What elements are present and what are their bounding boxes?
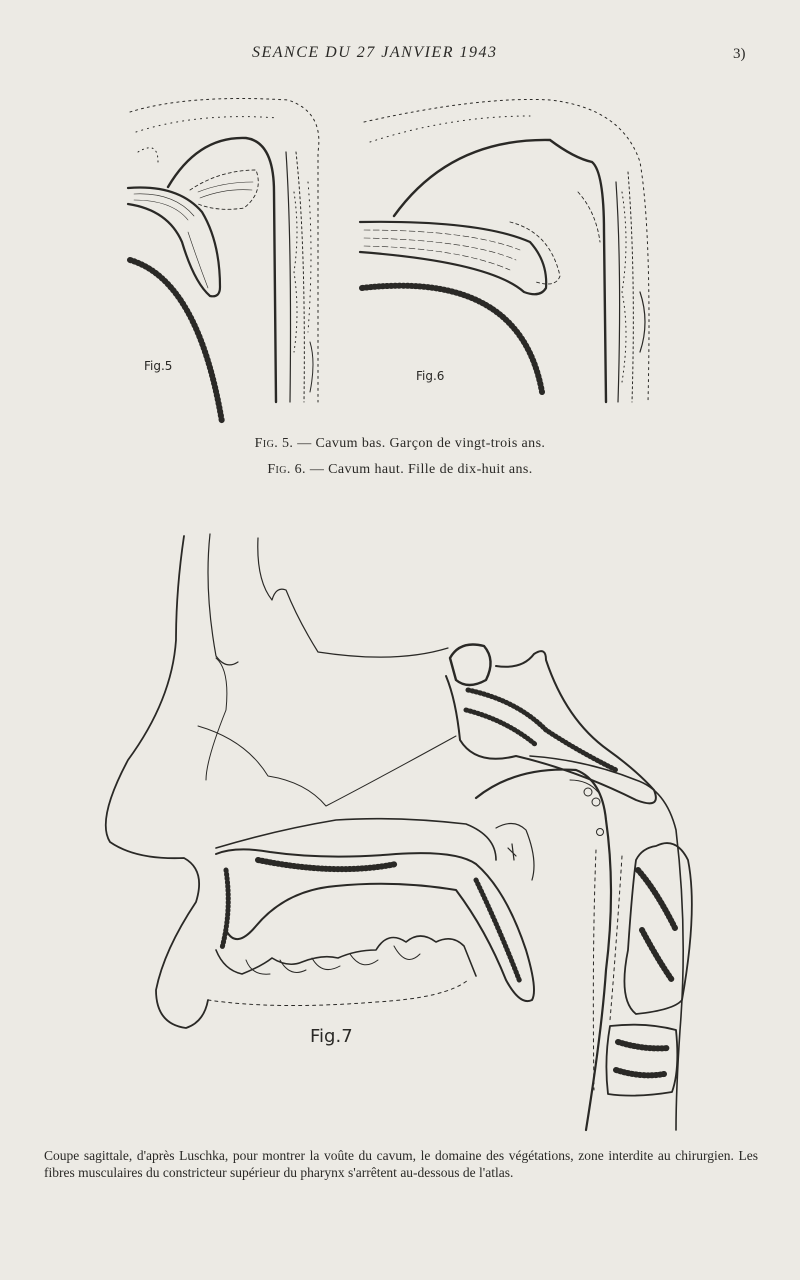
figure-5-label: Fig.5 xyxy=(144,359,173,373)
figure-5-caption-text: — Cavum bas. Garçon de vingt-trois ans. xyxy=(293,436,546,451)
figure-5-caption-number: Fig. 5. xyxy=(254,436,294,451)
figure-7-label: Fig.7 xyxy=(310,1026,353,1047)
running-header xyxy=(0,44,800,68)
running-head-title: SEANCE DU 27 JANVIER 1943 xyxy=(252,44,498,61)
figure-5-drawing xyxy=(128,92,348,422)
figure-6-caption-text: — Cavum haut. Fille de dix-huit ans. xyxy=(305,462,533,477)
figure-6-caption-number: Fig. 6. xyxy=(267,462,306,477)
figure-7-drawing xyxy=(76,530,716,1135)
figure-6-caption xyxy=(0,462,800,478)
figure-7-legend: Coupe sagittale, d'après Luschka, pour montrer la voûte du cavum, le domaine des végétations, zone interdite au chirurgien. Les fibres musculaires du constricteur supérieur du pharynx s'arrêtent au-dessous de l'atlas. xyxy=(44,1148,758,1180)
figure-6-drawing xyxy=(360,92,660,407)
figure-5-caption xyxy=(0,436,800,452)
page-number: 3) xyxy=(733,46,746,62)
figure-6-label: Fig.6 xyxy=(416,369,445,383)
